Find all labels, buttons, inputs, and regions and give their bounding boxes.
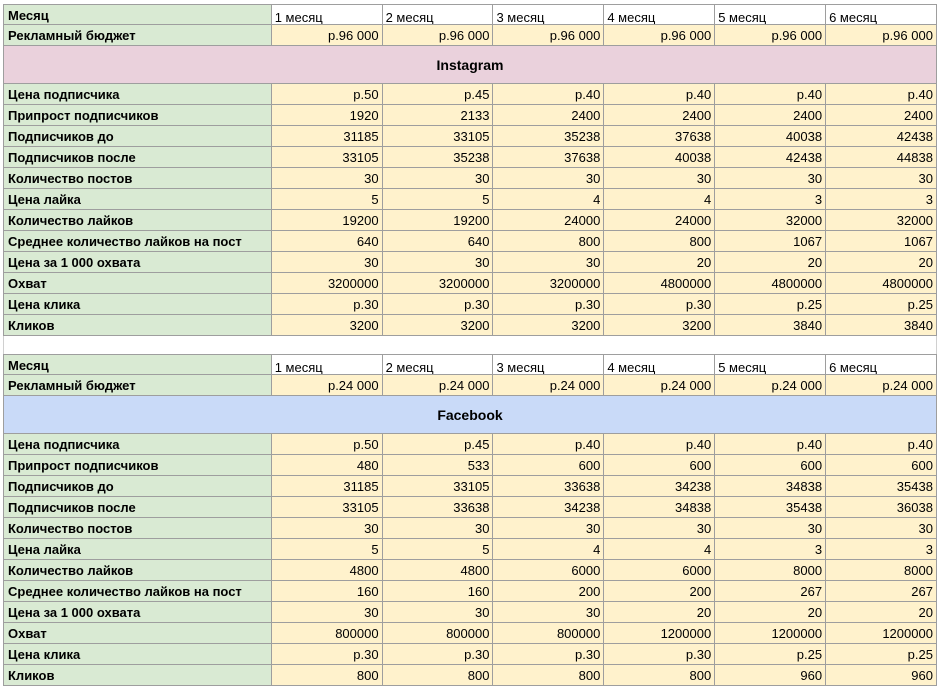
value-cell[interactable]: 20	[604, 252, 715, 273]
value-cell[interactable]: 19200	[383, 210, 494, 231]
budget-cell[interactable]: р.96 000	[493, 25, 604, 46]
value-cell[interactable]: р.25	[826, 644, 937, 665]
empty-spacer-row[interactable]	[3, 336, 937, 354]
table-row	[3, 168, 937, 189]
month-cell[interactable]: 1 месяц	[272, 4, 383, 25]
value-cell[interactable]: 32000	[826, 210, 937, 231]
row-label-cell[interactable]: Подписчиков до	[3, 126, 272, 147]
value-cell[interactable]: 4	[493, 189, 604, 210]
month-cell[interactable]: 5 месяц	[715, 354, 826, 375]
row-label-cell[interactable]: Среднее количество лайков на пост	[3, 231, 272, 252]
budget-label-cell[interactable]: Рекламный бюджет	[3, 25, 272, 46]
value-cell[interactable]: 33638	[383, 497, 494, 518]
value-cell[interactable]: 960	[826, 665, 937, 686]
table-row	[3, 539, 937, 560]
value-cell[interactable]: 42438	[715, 147, 826, 168]
value-cell[interactable]: 1200000	[826, 623, 937, 644]
value-cell[interactable]: 800	[493, 231, 604, 252]
budget-row	[3, 375, 937, 396]
value-cell[interactable]: 33105	[272, 147, 383, 168]
value-cell[interactable]: р.30	[493, 644, 604, 665]
row-label-cell[interactable]: Припрост подписчиков	[3, 105, 272, 126]
row-label-cell[interactable]: Количество лайков	[3, 210, 272, 231]
value-cell[interactable]: 5	[383, 189, 494, 210]
row-label-cell[interactable]: Охват	[3, 273, 272, 294]
value-cell[interactable]: 5	[383, 539, 494, 560]
table-row	[3, 581, 937, 602]
value-cell[interactable]: 3200	[272, 315, 383, 336]
value-cell[interactable]: 34838	[604, 497, 715, 518]
value-cell[interactable]: 800	[383, 665, 494, 686]
value-cell[interactable]: 30	[383, 518, 494, 539]
value-cell[interactable]: 30	[715, 518, 826, 539]
table-row	[3, 252, 937, 273]
row-label-cell[interactable]: Кликов	[3, 315, 272, 336]
value-cell[interactable]: 33638	[493, 476, 604, 497]
value-cell[interactable]: 35238	[493, 126, 604, 147]
row-label-cell[interactable]: Подписчиков после	[3, 147, 272, 168]
month-cell[interactable]: 2 месяц	[383, 354, 494, 375]
value-cell[interactable]: 1067	[715, 231, 826, 252]
value-cell[interactable]: р.30	[493, 294, 604, 315]
table-row	[3, 518, 937, 539]
value-cell[interactable]: 600	[826, 455, 937, 476]
table-row	[3, 476, 937, 497]
month-cell[interactable]: 4 месяц	[604, 354, 715, 375]
value-cell[interactable]: 30	[383, 602, 494, 623]
value-cell[interactable]: 20	[826, 602, 937, 623]
value-cell[interactable]: р.30	[604, 294, 715, 315]
budget-cell[interactable]: р.96 000	[715, 25, 826, 46]
value-cell[interactable]: 33105	[383, 476, 494, 497]
value-cell[interactable]: 35438	[715, 497, 826, 518]
value-cell[interactable]: 40038	[715, 126, 826, 147]
value-cell[interactable]: 42438	[826, 126, 937, 147]
value-cell[interactable]: 8000	[715, 560, 826, 581]
value-cell[interactable]: 20	[604, 602, 715, 623]
table-row	[3, 665, 937, 686]
value-cell[interactable]: 8000	[826, 560, 937, 581]
value-cell[interactable]: 6000	[604, 560, 715, 581]
value-cell[interactable]: 30	[272, 252, 383, 273]
value-cell[interactable]: 533	[383, 455, 494, 476]
value-cell[interactable]: 4	[493, 539, 604, 560]
value-cell[interactable]: 3	[715, 189, 826, 210]
row-label-cell[interactable]: Цена клика	[3, 294, 272, 315]
value-cell[interactable]: 30	[604, 168, 715, 189]
value-cell[interactable]: 35438	[826, 476, 937, 497]
row-label-cell[interactable]: Цена подписчика	[3, 434, 272, 455]
value-cell[interactable]: 33105	[383, 126, 494, 147]
table-row	[3, 455, 937, 476]
row-label-cell[interactable]: Количество постов	[3, 518, 272, 539]
table-row	[3, 189, 937, 210]
value-cell[interactable]: 44838	[826, 147, 937, 168]
value-cell[interactable]: р.40	[493, 84, 604, 105]
row-label-cell[interactable]: Подписчиков до	[3, 476, 272, 497]
value-cell[interactable]: 20	[715, 602, 826, 623]
row-label-cell[interactable]: Цена за 1 000 охвата	[3, 602, 272, 623]
row-label-cell[interactable]: Цена клика	[3, 644, 272, 665]
value-cell[interactable]: 2400	[604, 105, 715, 126]
value-cell[interactable]: р.50	[272, 434, 383, 455]
month-cell[interactable]: 3 месяц	[493, 4, 604, 25]
month-cell[interactable]: 4 месяц	[604, 4, 715, 25]
value-cell[interactable]: 200	[604, 581, 715, 602]
value-cell[interactable]: 1200000	[715, 623, 826, 644]
value-cell[interactable]: 800	[272, 665, 383, 686]
value-cell[interactable]: 960	[715, 665, 826, 686]
value-cell[interactable]: 40038	[604, 147, 715, 168]
budget-cell[interactable]: р.24 000	[715, 375, 826, 396]
value-cell[interactable]: 34238	[493, 497, 604, 518]
budget-cell[interactable]: р.96 000	[826, 25, 937, 46]
row-label-cell[interactable]: Количество постов	[3, 168, 272, 189]
value-cell[interactable]: 3840	[826, 315, 937, 336]
month-header-row	[3, 4, 937, 25]
value-cell[interactable]: р.30	[272, 294, 383, 315]
value-cell[interactable]: р.40	[826, 434, 937, 455]
month-cell[interactable]: 5 месяц	[715, 4, 826, 25]
value-cell[interactable]: 600	[493, 455, 604, 476]
value-cell[interactable]: 5	[272, 539, 383, 560]
value-cell[interactable]: р.30	[383, 294, 494, 315]
value-cell[interactable]: 3840	[715, 315, 826, 336]
value-cell[interactable]: р.50	[272, 84, 383, 105]
value-cell[interactable]: р.40	[715, 84, 826, 105]
value-cell[interactable]: 35238	[383, 147, 494, 168]
value-cell[interactable]: 24000	[493, 210, 604, 231]
table-row	[3, 560, 937, 581]
value-cell[interactable]: 30	[493, 602, 604, 623]
value-cell[interactable]: 600	[604, 455, 715, 476]
value-cell[interactable]: 640	[383, 231, 494, 252]
value-cell[interactable]: 800	[604, 665, 715, 686]
value-cell[interactable]: 600	[715, 455, 826, 476]
value-cell[interactable]: 267	[715, 581, 826, 602]
value-cell[interactable]: р.25	[715, 644, 826, 665]
value-cell[interactable]: 5	[272, 189, 383, 210]
value-cell[interactable]: р.30	[383, 644, 494, 665]
budget-cell[interactable]: р.24 000	[383, 375, 494, 396]
value-cell[interactable]: 3200000	[493, 273, 604, 294]
value-cell[interactable]: 31185	[272, 476, 383, 497]
value-cell[interactable]: 4800000	[604, 273, 715, 294]
value-cell[interactable]: 4	[604, 189, 715, 210]
value-cell[interactable]: 4800	[383, 560, 494, 581]
value-cell[interactable]: 34838	[715, 476, 826, 497]
row-label-cell[interactable]: Кликов	[3, 665, 272, 686]
value-cell[interactable]: 20	[715, 252, 826, 273]
value-cell[interactable]: 36038	[826, 497, 937, 518]
value-cell[interactable]: 30	[272, 168, 383, 189]
month-label-cell[interactable]: Месяц	[3, 354, 272, 375]
value-cell[interactable]: 800	[493, 665, 604, 686]
value-cell[interactable]: 19200	[272, 210, 383, 231]
value-cell[interactable]: 33105	[272, 497, 383, 518]
value-cell[interactable]: р.25	[826, 294, 937, 315]
value-cell[interactable]: 267	[826, 581, 937, 602]
budget-cell[interactable]: р.96 000	[272, 25, 383, 46]
row-label-cell[interactable]: Среднее количество лайков на пост	[3, 581, 272, 602]
spreadsheet-grid	[3, 4, 937, 686]
table-row	[3, 315, 937, 336]
table-row	[3, 434, 937, 455]
value-cell[interactable]: 800000	[383, 623, 494, 644]
value-cell[interactable]: 32000	[715, 210, 826, 231]
budget-row	[3, 25, 937, 46]
value-cell[interactable]: р.45	[383, 84, 494, 105]
value-cell[interactable]: 34238	[604, 476, 715, 497]
value-cell[interactable]: 800000	[493, 623, 604, 644]
value-cell[interactable]: р.40	[604, 434, 715, 455]
value-cell[interactable]: 3	[826, 189, 937, 210]
month-label-cell[interactable]: Месяц	[3, 4, 272, 25]
value-cell[interactable]: р.25	[715, 294, 826, 315]
value-cell[interactable]: 2400	[715, 105, 826, 126]
value-cell[interactable]: 3200	[493, 315, 604, 336]
row-label-cell[interactable]: Цена подписчика	[3, 84, 272, 105]
month-cell[interactable]: 1 месяц	[272, 354, 383, 375]
table-row	[3, 497, 937, 518]
value-cell[interactable]: 30	[493, 168, 604, 189]
value-cell[interactable]: 2400	[493, 105, 604, 126]
value-cell[interactable]: 30	[272, 518, 383, 539]
table-row	[3, 126, 937, 147]
table-row	[3, 210, 937, 231]
row-label-cell[interactable]: Цена за 1 000 охвата	[3, 252, 272, 273]
budget-cell[interactable]: р.96 000	[604, 25, 715, 46]
budget-cell[interactable]: р.96 000	[383, 25, 494, 46]
section-title[interactable]: Facebook	[3, 396, 937, 434]
row-label-cell[interactable]: Цена лайка	[3, 539, 272, 560]
value-cell[interactable]: 2133	[383, 105, 494, 126]
value-cell[interactable]: 30	[715, 168, 826, 189]
value-cell[interactable]: 4800000	[826, 273, 937, 294]
row-label-cell[interactable]: Цена лайка	[3, 189, 272, 210]
row-label-cell[interactable]: Припрост подписчиков	[3, 455, 272, 476]
month-cell[interactable]: 6 месяц	[826, 354, 937, 375]
value-cell[interactable]: 800000	[272, 623, 383, 644]
value-cell[interactable]: 31185	[272, 126, 383, 147]
value-cell[interactable]: 30	[383, 252, 494, 273]
value-cell[interactable]: 1067	[826, 231, 937, 252]
value-cell[interactable]: 4800000	[715, 273, 826, 294]
value-cell[interactable]: р.45	[383, 434, 494, 455]
value-cell[interactable]: 1200000	[604, 623, 715, 644]
instagram-table	[3, 4, 937, 336]
value-cell[interactable]: р.30	[604, 644, 715, 665]
budget-cell[interactable]: р.24 000	[826, 375, 937, 396]
value-cell[interactable]: 30	[826, 168, 937, 189]
section-title[interactable]: Instagram	[3, 46, 937, 84]
value-cell[interactable]: 30	[383, 168, 494, 189]
value-cell[interactable]: 6000	[493, 560, 604, 581]
value-cell[interactable]: 2400	[826, 105, 937, 126]
value-cell[interactable]: 30	[493, 252, 604, 273]
value-cell[interactable]: 3	[826, 539, 937, 560]
value-cell[interactable]: 24000	[604, 210, 715, 231]
value-cell[interactable]: 1920	[272, 105, 383, 126]
value-cell[interactable]: р.40	[493, 434, 604, 455]
row-label-cell[interactable]: Количество лайков	[3, 560, 272, 581]
value-cell[interactable]: 480	[272, 455, 383, 476]
value-cell[interactable]: 200	[493, 581, 604, 602]
budget-cell[interactable]: р.24 000	[272, 375, 383, 396]
value-cell[interactable]: 4	[604, 539, 715, 560]
value-cell[interactable]: 3	[715, 539, 826, 560]
table-row	[3, 294, 937, 315]
value-cell[interactable]: р.40	[604, 84, 715, 105]
table-row	[3, 105, 937, 126]
value-cell[interactable]: 800	[604, 231, 715, 252]
facebook-table	[3, 354, 937, 686]
value-cell[interactable]: 640	[272, 231, 383, 252]
value-cell[interactable]: 37638	[604, 126, 715, 147]
value-cell[interactable]: 3200	[604, 315, 715, 336]
value-cell[interactable]: 30	[272, 602, 383, 623]
value-cell[interactable]: 30	[493, 518, 604, 539]
month-cell[interactable]: 2 месяц	[383, 4, 494, 25]
table-row	[3, 602, 937, 623]
value-cell[interactable]: 3200	[383, 315, 494, 336]
value-cell[interactable]: 37638	[493, 147, 604, 168]
budget-cell[interactable]: р.24 000	[493, 375, 604, 396]
value-cell[interactable]: р.40	[715, 434, 826, 455]
month-header-row	[3, 354, 937, 375]
month-cell[interactable]: 3 месяц	[493, 354, 604, 375]
table-row	[3, 231, 937, 252]
table-row	[3, 147, 937, 168]
row-label-cell[interactable]: Охват	[3, 623, 272, 644]
table-row	[3, 623, 937, 644]
value-cell[interactable]: 160	[272, 581, 383, 602]
value-cell[interactable]: 3200000	[383, 273, 494, 294]
value-cell[interactable]: 4800	[272, 560, 383, 581]
value-cell[interactable]: 30	[604, 518, 715, 539]
value-cell[interactable]: 30	[826, 518, 937, 539]
value-cell[interactable]: 3200000	[272, 273, 383, 294]
budget-cell[interactable]: р.24 000	[604, 375, 715, 396]
table-row	[3, 84, 937, 105]
value-cell[interactable]: р.30	[272, 644, 383, 665]
value-cell[interactable]: р.40	[826, 84, 937, 105]
value-cell[interactable]: 20	[826, 252, 937, 273]
table-row	[3, 273, 937, 294]
table-row	[3, 644, 937, 665]
row-label-cell[interactable]: Подписчиков после	[3, 497, 272, 518]
value-cell[interactable]: 160	[383, 581, 494, 602]
month-cell[interactable]: 6 месяц	[826, 4, 937, 25]
budget-label-cell[interactable]: Рекламный бюджет	[3, 375, 272, 396]
